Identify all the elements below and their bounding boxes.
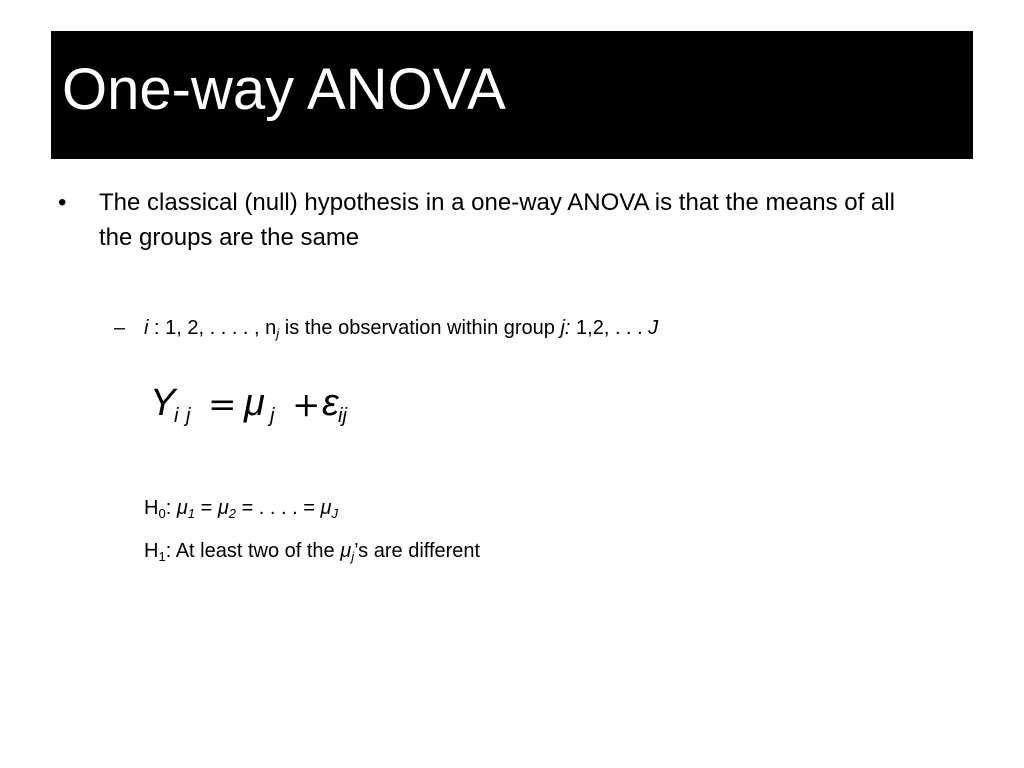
eq-epsilon-sub: ij <box>338 405 347 427</box>
h1-mu-sub: j <box>351 549 355 564</box>
h0-eq1: = <box>195 497 218 519</box>
i-range: : 1, 2, . . . . , n <box>148 317 277 339</box>
title-bar <box>51 31 973 159</box>
h0-mu1-sub: 1 <box>187 506 196 521</box>
h1-after: ’s are different <box>354 540 481 562</box>
h1-label-sub: 1 <box>158 549 166 564</box>
j-range: 1,2, . . . <box>570 317 649 339</box>
slide-title: One-way ANOVA <box>62 57 506 122</box>
h0-mid: = . . . . = <box>236 497 321 519</box>
eq-plus: + <box>292 385 321 425</box>
sub-bullet-marker: – <box>114 317 126 339</box>
h0-mu2-sub: 2 <box>228 506 237 521</box>
bullet-marker: • <box>58 189 67 216</box>
eq-Y-sub-j: j <box>186 405 191 427</box>
index-j: j: <box>560 317 571 339</box>
eq-Y: Y <box>150 382 176 424</box>
h0-mu2: μ <box>217 497 229 519</box>
h0-colon: : <box>165 497 177 519</box>
eq-equals: = <box>208 385 237 425</box>
sub-bullet-middle: is the observation within group <box>279 317 561 339</box>
n-subscript: j <box>276 326 280 341</box>
alternative-hypothesis <box>144 537 480 565</box>
eq-epsilon: ε <box>322 382 339 424</box>
index-i: i <box>144 317 149 339</box>
h0-muJ-sub: J <box>331 506 338 521</box>
h0-muJ: μ <box>320 497 332 519</box>
eq-mu: μ <box>244 382 265 424</box>
null-hypothesis <box>144 494 338 522</box>
h0-mu1: μ <box>176 497 188 519</box>
group-count-J: J <box>648 317 659 339</box>
h1-mu: μ <box>340 540 352 562</box>
eq-mu-sub: j <box>270 405 275 427</box>
eq-Y-sub-i: i <box>174 405 179 427</box>
h0-label-sub: 0 <box>158 506 166 521</box>
h1-label: H <box>144 540 159 562</box>
h1-before: : At least two of the <box>165 540 341 562</box>
h0-label: H <box>144 497 159 519</box>
sub-bullet-text <box>144 314 658 342</box>
bullet-text: The classical (null) hypothesis in a one-way ANOVA is that the means of all the groups are the same <box>99 189 895 251</box>
